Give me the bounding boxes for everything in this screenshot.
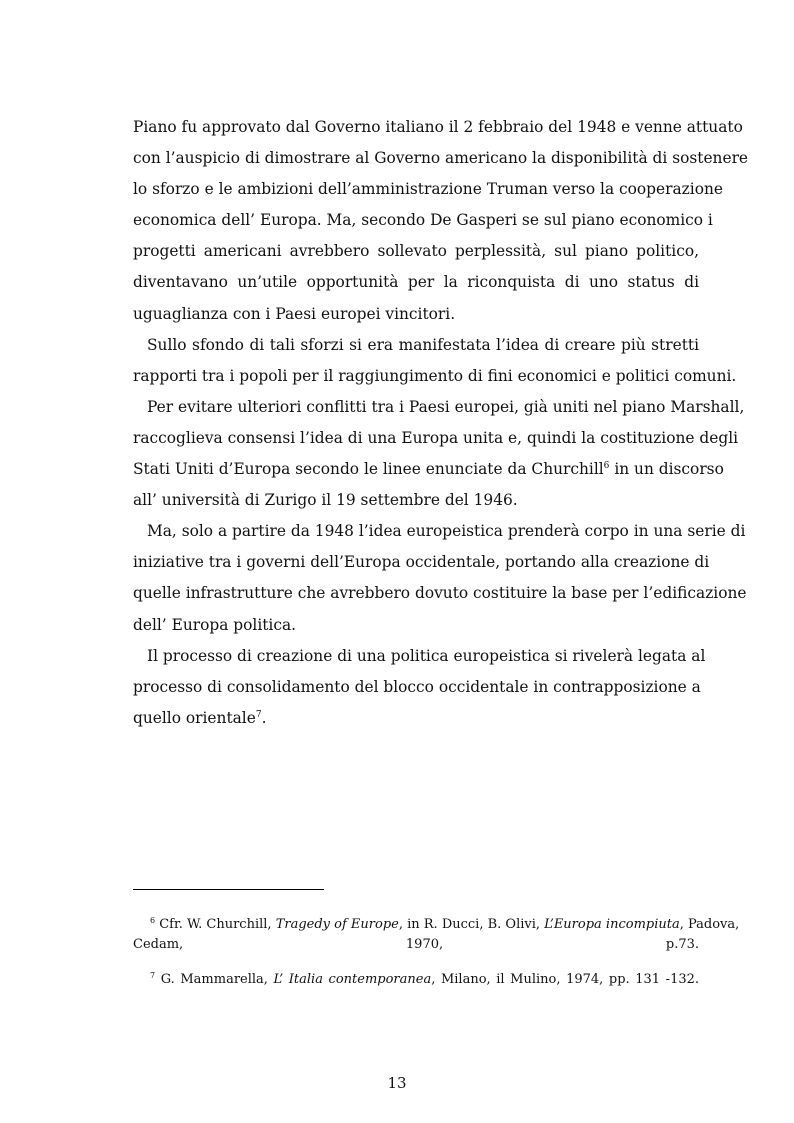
- footnote-line: [133, 970, 699, 990]
- text-line: Il processo di creazione di una politica europeistica si rivelerà legata al: [147, 646, 706, 665]
- text-line: con l’auspicio di dimostrare al Governo americano la disponibilità di sostenere: [133, 149, 749, 168]
- footnote-ref-7: 7: [255, 709, 262, 720]
- footnote-6: [133, 915, 740, 955]
- text-line: quelle infrastrutture che avrebbero dovuto costituire la base per l’edificazione: [133, 584, 747, 603]
- text-segment: .: [261, 708, 267, 727]
- text-line: all’ università di Zurigo il 19 settembre del 1946.: [133, 491, 518, 510]
- footnote-text: G. Mammarella,: [160, 972, 268, 987]
- footnote-line: Cedam, 1970, p.73.: [133, 937, 699, 952]
- text-line: raccoglieva consensi l’idea di una Europa unita e, quindi la costituzione degli: [133, 428, 739, 447]
- paragraph-5: [133, 641, 706, 734]
- text-line: uguaglianza con i Paesi europei vincitori.: [133, 304, 456, 323]
- text-line: Per evitare ulteriori conflitti tra i Paesi europei, già uniti nel piano Marshall,: [147, 397, 745, 416]
- text-line: Sullo sfondo di tali sforzi si era manifestata l’idea di creare più stretti: [147, 335, 699, 354]
- text-line: Ma, solo a partire da 1948 l’idea europeistica prenderà corpo in una serie di: [147, 522, 746, 541]
- paragraph-4: [133, 516, 747, 640]
- footnote-text: , Milano, il Mulino, 1974, pp. 131 -132.: [431, 972, 700, 987]
- text-line: iniziative tra i governi dell’Europa occidentale, portando alla creazione di: [133, 553, 710, 572]
- paragraph-2: [133, 330, 737, 392]
- paragraph-1: [133, 112, 749, 330]
- text-segment: quello orientale: [133, 708, 256, 727]
- text-line: economica dell’ Europa. Ma, secondo De Gasperi se sul piano economico i: [133, 211, 713, 230]
- footnote-separator: [133, 889, 324, 890]
- footnote-text: Cfr. W. Churchill,: [159, 917, 272, 932]
- text-line-with-footnote: [133, 454, 724, 485]
- footnote-text: , in R. Ducci, B. Olivi,: [398, 917, 541, 932]
- text-line: rapporti tra i popoli per il raggiungimento di fini economici e politici comuni.: [133, 366, 737, 385]
- text-line-with-footnote: [133, 703, 699, 734]
- footnote-title: L’Europa incompiuta: [544, 917, 680, 932]
- footnote-number: 7: [150, 971, 156, 980]
- page-number: 13: [387, 1074, 407, 1092]
- footnote-ref-6: 6: [603, 461, 610, 472]
- footnotes: [133, 915, 740, 1005]
- paragraph-3: [133, 392, 745, 516]
- text-segment: in un discorso: [614, 460, 724, 479]
- footnote-7: [133, 970, 699, 990]
- footnote-text: , Padova,: [679, 917, 740, 932]
- footnote-line: [133, 915, 740, 935]
- text-segment: Stati Uniti d’Europa secondo le linee enunciate da Churchill: [133, 460, 604, 479]
- footnote-title: Tragedy of Europe: [275, 917, 399, 932]
- text-line: processo di consolidamento del blocco occidentale in contrapposizione a: [133, 677, 701, 696]
- text-line: dell’ Europa politica.: [133, 615, 297, 634]
- text-line: lo sforzo e le ambizioni dell’amministrazione Truman verso la cooperazione: [133, 180, 723, 199]
- text-line: diventavano un’utile opportunità per la riconquista di uno status di: [133, 273, 699, 292]
- main-text: [133, 112, 749, 734]
- footnote-title: L’ Italia contemporanea: [273, 972, 432, 987]
- footnote-number: 6: [150, 916, 156, 925]
- text-line: Piano fu approvato dal Governo italiano il 2 febbraio del 1948 e venne attuato: [133, 118, 743, 136]
- text-line: progetti americani avrebbero sollevato perplessità, sul piano politico,: [133, 242, 699, 261]
